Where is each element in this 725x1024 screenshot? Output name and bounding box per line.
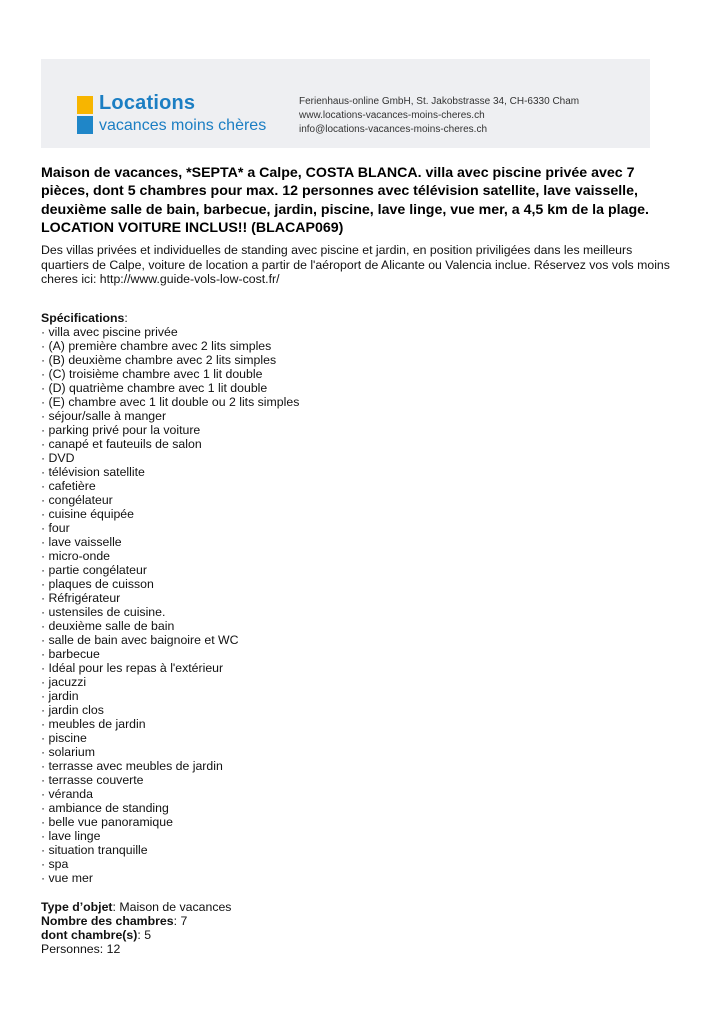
fact-type-label: Type d’objet <box>41 900 113 914</box>
property-facts <box>41 900 231 956</box>
spec-list-item: · congélateur <box>41 493 113 507</box>
spec-list-item: · Réfrigérateur <box>41 591 121 605</box>
fact-bedrooms-label: dont chambre(s) <box>41 928 138 942</box>
fact-bedrooms: dont chambre(s): 5 <box>41 928 152 942</box>
spec-list-item: · partie congélateur <box>41 563 147 577</box>
spec-list-item: · micro-onde <box>41 549 111 563</box>
spec-list-item: · meubles de jardin <box>41 717 146 731</box>
fact-bedrooms-value: 5 <box>144 928 152 942</box>
spec-list-item: · situation tranquille <box>41 843 148 857</box>
logo-blue-square <box>77 116 93 134</box>
fact-type-value: Maison de vacances <box>119 900 232 914</box>
spec-list-item: · cafetière <box>41 479 96 493</box>
spec-list-item: · véranda <box>41 787 93 801</box>
spec-list-item: · lave vaisselle <box>41 535 122 549</box>
spec-list-item: · salle de bain avec baignoire et WC <box>41 633 239 647</box>
spec-list-item: · DVD <box>41 451 75 465</box>
spec-list-item: · ustensiles de cuisine. <box>41 605 166 619</box>
specifications-list <box>41 325 681 885</box>
spec-list-item: · (B) deuxième chambre avec 2 lits simples <box>41 353 277 367</box>
spec-list-item: · (E) chambre avec 1 lit double ou 2 lits simples <box>41 395 300 409</box>
spec-list-item: · Idéal pour les repas à l'extérieur <box>41 661 224 675</box>
spec-list-item: · plaques de cuisson <box>41 577 154 591</box>
spec-list-item: · terrasse avec meubles de jardin <box>41 759 223 773</box>
fact-type: Type d’objet: Maison de vacances <box>41 900 232 914</box>
spec-list-item: · (C) troisième chambre avec 1 lit double <box>41 367 263 381</box>
spec-list-item: · vue mer <box>41 871 93 885</box>
fact-rooms-label: Nombre des chambres <box>41 914 174 928</box>
spec-list-item: · piscine <box>41 731 87 745</box>
spec-list-item: · parking privé pour la voiture <box>41 423 201 437</box>
spec-list-item: · ambiance de standing <box>41 801 169 815</box>
logo-icon <box>77 96 95 135</box>
website-link[interactable]: www.locations-vacances-moins-cheres.ch <box>299 110 485 121</box>
page-title: Maison de vacances, *SEPTA* a Calpe, COSTA BLANCA. villa avec piscine privée avec 7 pièces, dont 5 chambres pour max. 12 personnes avec télévision satellite, lave vaisselle, deuxième salle de bain, barbecue, jardin, piscine, lave linge, vue mer, a 4,5 km de la plage. LOCATION VOITURE INCLUS!! (BLACAP069) <box>41 165 649 237</box>
spec-list-item: · canapé et fauteuils de salon <box>41 437 202 451</box>
specifications-heading: Spécifications: <box>41 311 128 325</box>
email-link[interactable]: info@locations-vacances-moins-cheres.ch <box>299 124 488 135</box>
spec-list-item: · (D) quatrième chambre avec 1 lit double <box>41 381 268 395</box>
spec-list-item: · lave linge <box>41 829 101 843</box>
spec-list-item: · belle vue panoramique <box>41 815 173 829</box>
spec-list-item: · jardin clos <box>41 703 104 717</box>
fact-persons: Personnes: 12 <box>41 942 121 956</box>
spec-list-item: · séjour/salle à manger <box>41 409 167 423</box>
fact-rooms-value: 7 <box>180 914 188 928</box>
spec-list-item: · terrasse couverte <box>41 773 144 787</box>
spec-list-item: · jardin <box>41 689 79 703</box>
spec-list-item: · barbecue <box>41 647 100 661</box>
spec-list-item: · spa <box>41 857 69 871</box>
spec-list-item: · deuxième salle de bain <box>41 619 175 633</box>
intro-paragraph: Des villas privées et individuelles de standing avec piscine et jardin, en position priviligées dans les meilleurs quartiers de Calpe, voiture de location a partir de l'aéroport de Alicante ou Valencia inclue. Réservez vos vols moins cheres ici: http://www.guide-vols-low-cost.fr/ <box>41 243 670 287</box>
spec-list-item: · télévision satellite <box>41 465 145 479</box>
spec-list-item: · solarium <box>41 745 95 759</box>
logo-title: Locations <box>99 92 196 114</box>
spec-list-item: · jacuzzi <box>41 675 87 689</box>
header-banner <box>41 59 650 148</box>
spec-list-item: · four <box>41 521 70 535</box>
contact-block <box>299 95 579 137</box>
spec-list-item: · villa avec piscine privée <box>41 325 178 339</box>
fact-persons-value: 12 <box>106 942 121 956</box>
spec-list-item: · cuisine équipée <box>41 507 134 521</box>
company-address: Ferienhaus-online GmbH, St. Jakobstrasse 34, CH-6330 Cham <box>299 96 580 107</box>
specifications-label: Spécifications <box>41 311 125 325</box>
fact-rooms: Nombre des chambres: 7 <box>41 914 188 928</box>
specifications-section <box>41 311 681 885</box>
logo-subtitle: vacances moins chères <box>99 117 267 134</box>
spec-list-item: · (A) première chambre avec 2 lits simples <box>41 339 272 353</box>
fact-persons-label: Personnes <box>41 942 100 956</box>
logo-yellow-square <box>77 96 93 114</box>
